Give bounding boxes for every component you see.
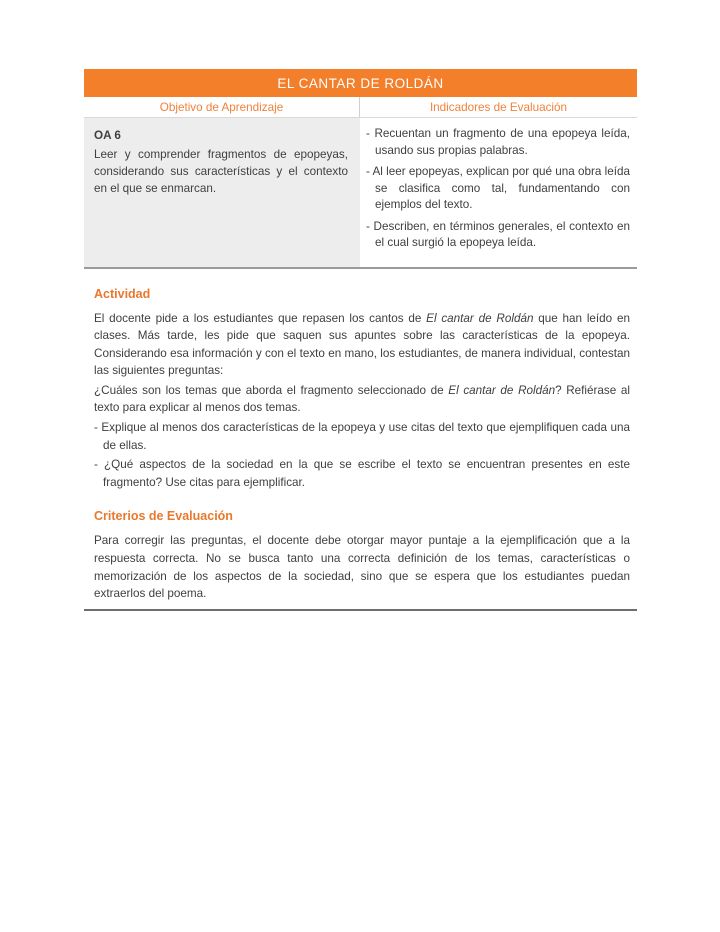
criteria-body: Para corregir las preguntas, el docente debe otorgar mayor puntaje a la ejemplificación que a la respuesta correcta. No se busca tanto una correcta definición de los temas, características o memorización de los aspectos de la sociedad, sino que se espera que los estudiantes puedan extraerlos del poema. <box>94 534 630 601</box>
column-header-indicadores: Indicadores de Evaluación <box>429 100 568 114</box>
indicadores-cell <box>360 118 637 267</box>
content-area <box>84 69 637 611</box>
table-body-row <box>84 118 637 269</box>
indicator-item: - Describen, en términos generales, el contexto en el cual surgió la epopeya leída. <box>366 219 630 249</box>
table-header-row <box>84 97 637 118</box>
table-title-bar <box>84 69 637 97</box>
table-title: EL CANTAR DE ROLDÁN <box>277 75 444 91</box>
bottom-rule <box>84 609 637 611</box>
column-header-objetivo: Objetivo de Aprendizaje <box>84 97 360 117</box>
criteria-section <box>84 509 637 602</box>
indicator-item: - Recuentan un fragmento de una epopeya leída, usando sus propias palabras. <box>366 127 630 157</box>
indicator-item: - Al leer epopeyas, explican por qué una obra leída se clasifica como tal, fundamentando con ejemplos del texto. <box>366 165 630 211</box>
activity-question-3: - ¿Qué aspectos de la sociedad en la que se escribe el texto se encuentran presentes en este fragmento? Use citas para ejemplificar. <box>94 458 630 489</box>
oa-table <box>84 69 637 269</box>
oa-code: OA 6 <box>94 129 121 142</box>
activity-heading: Actividad <box>94 286 151 301</box>
activity-section <box>84 287 637 492</box>
objetivo-cell <box>84 118 360 267</box>
activity-question-2: - Explique al menos dos características de la epopeya y use citas del texto que ejemplifiquen cada una de ellas. <box>94 421 630 452</box>
criteria-heading: Criterios de Evaluación <box>94 509 233 524</box>
activity-question-1: ¿Cuáles son los temas que aborda el fragmento seleccionado de El cantar de Roldán? Refiérase al texto para explicar al menos dos temas. <box>94 383 630 415</box>
oa-description: Leer y comprender fragmentos de epopeyas, considerando sus características y el contexto en el que se enmarcan. <box>94 148 348 195</box>
activity-intro: El docente pide a los estudiantes que repasen los cantos de El cantar de Roldán que han leído en clases. Más tarde, les pide que saquen sus apuntes sobre las características de la epopeya. Considerando esa información y con el texto en mano, los estudiantes, de manera individual, contestan las siguientes preguntas: <box>94 311 630 378</box>
